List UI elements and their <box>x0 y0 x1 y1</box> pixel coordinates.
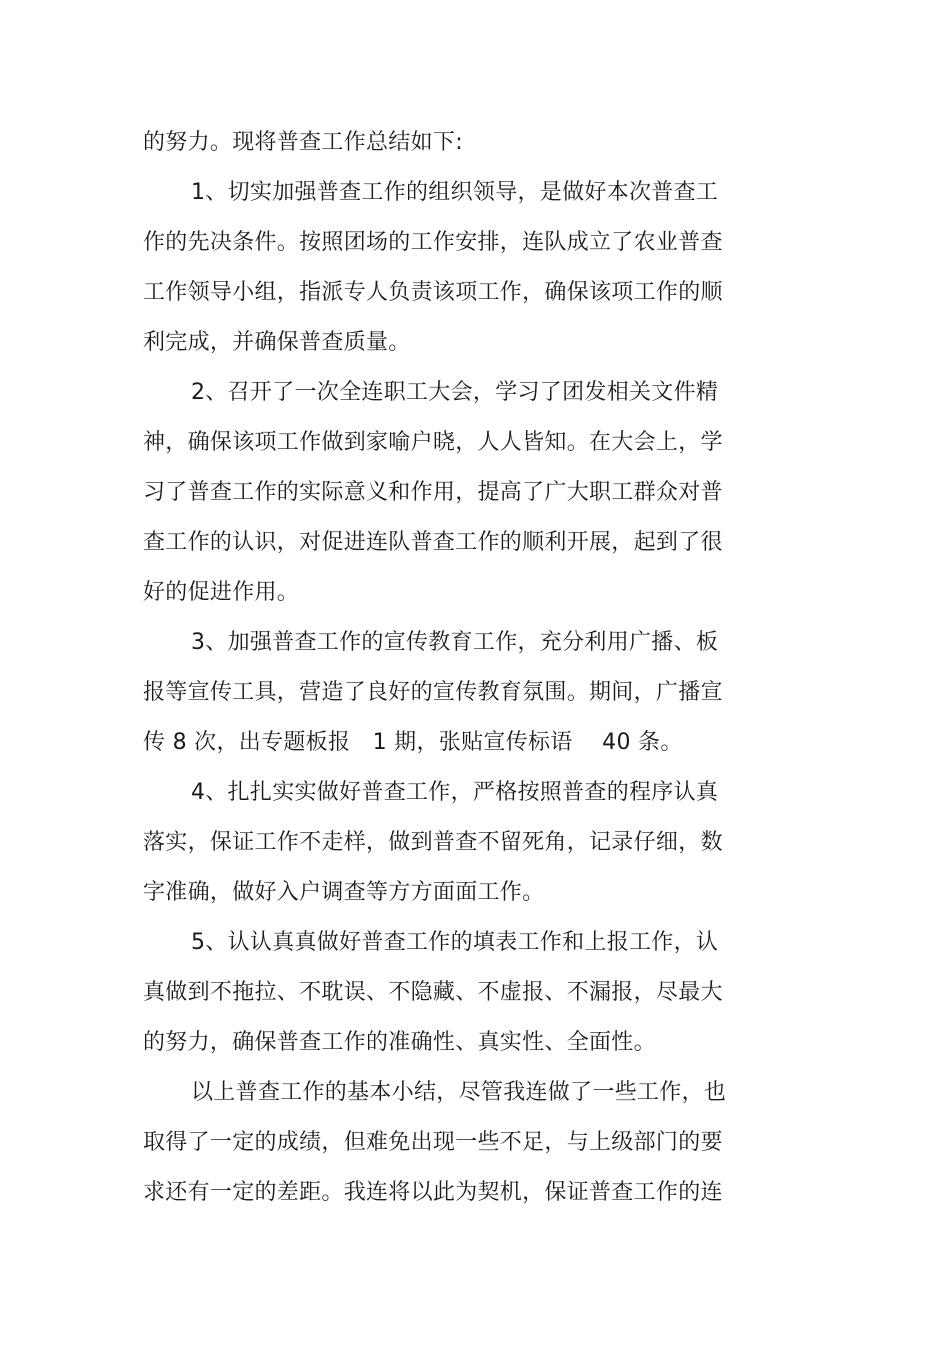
text-line: 取得了一定的成绩，但难免出现一些不足，与上级部门的要 <box>143 1130 723 1155</box>
paragraph-2-start: 2、召开了一次全连职工大会，学习了团发相关文件精 <box>191 380 719 405</box>
text-line: 好的促进作用。 <box>143 580 300 605</box>
text-line: 求还有一定的差距。我连将以此为契机，保证普查工作的连 <box>143 1180 723 1205</box>
text-line: 利完成，并确保普查质量。 <box>143 330 411 355</box>
text-line: 的努力，确保普查工作的准确性、真实性、全面性。 <box>143 1030 656 1055</box>
text-line: 字准确，做好入户调查等方方面面工作。 <box>143 880 545 905</box>
text-line: 神，确保该项工作做到家喻户晓，人人皆知。在大会上，学 <box>143 430 723 455</box>
document-body <box>143 118 743 1218</box>
text-line: 工作领导小组，指派专人负责该项工作，确保该项工作的顺 <box>143 280 723 305</box>
text-line: 习了普查工作的实际意义和作用，提高了广大职工群众对普 <box>143 480 723 505</box>
text-line: 作的先决条件。按照团场的工作安排，连队成立了农业普查 <box>143 230 723 255</box>
text-line: 查工作的认识，对促进连队普查工作的顺利开展，起到了很 <box>143 530 723 555</box>
text-line: 的努力。现将普查工作总结如下: <box>143 130 463 155</box>
paragraph-4-start: 4、扎扎实实做好普查工作，严格按照普查的程序认真 <box>191 780 719 805</box>
text-line: 真做到不拖拉、不耽误、不隐藏、不虚报、不漏报，尽最大 <box>143 980 723 1005</box>
text-line: 落实，保证工作不走样，做到普查不留死角，记录仔细，数 <box>143 830 723 855</box>
paragraph-3-start: 3、加强普查工作的宣传教育工作，充分利用广播、板 <box>191 630 719 655</box>
paragraph-1-start: 1、切实加强普查工作的组织领导，是做好本次普查工 <box>191 180 719 205</box>
text-line: 传 8 次，出专题板报 1 期，张贴宣传标语 40 条。 <box>143 730 683 755</box>
text-line: 报等宣传工具，营造了良好的宣传教育氛围。期间，广播宣 <box>143 680 723 705</box>
paragraph-5-start: 5、认认真真做好普查工作的填表工作和上报工作，认 <box>191 930 719 955</box>
paragraph-6-start: 以上普查工作的基本小结，尽管我连做了一些工作，也 <box>191 1080 727 1105</box>
